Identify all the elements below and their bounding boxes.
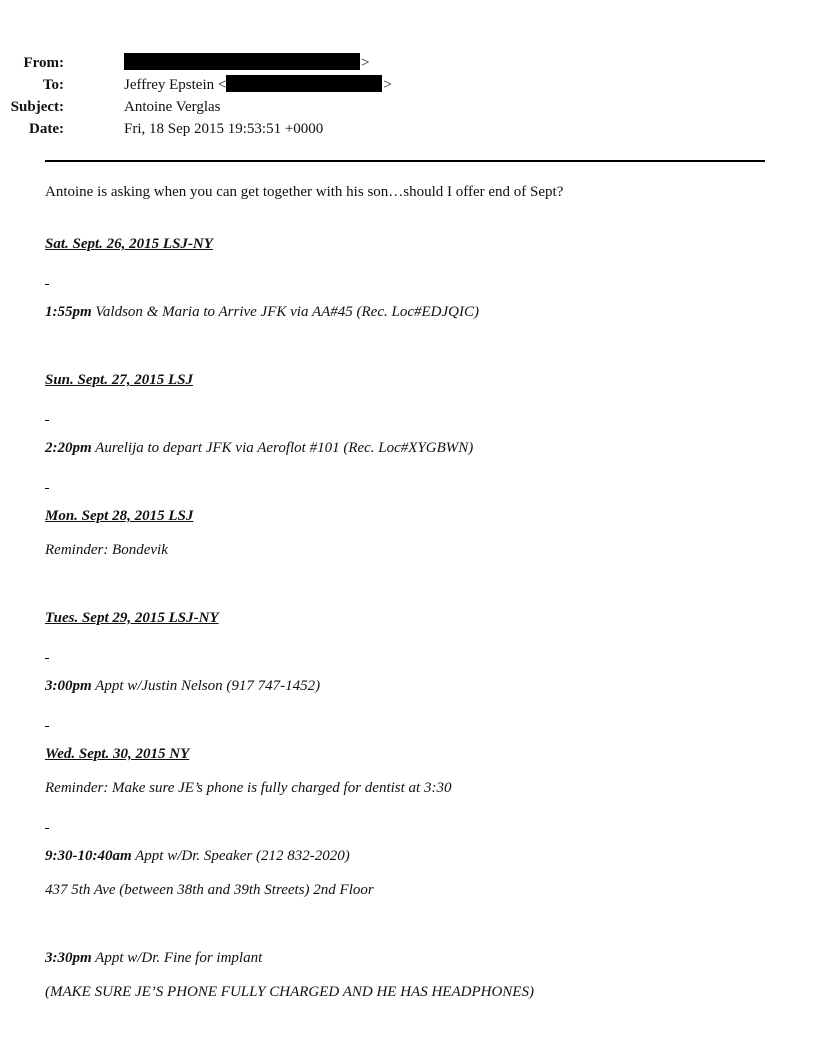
schedule-item: [45, 302, 479, 322]
day-heading: Mon. Sept 28, 2015 LSJ: [45, 508, 194, 524]
day-heading: Tues. Sept 29, 2015 LSJ-NY: [45, 610, 219, 626]
subject-label: Subject:: [10, 99, 64, 115]
to-label: To:: [42, 77, 64, 93]
address-text: 437 5th Ave (between 38th and 39th Streets) 2nd Floor: [45, 882, 374, 898]
bullet-mark: [45, 658, 49, 659]
day-heading: Wed. Sept. 30, 2015 NY: [45, 746, 190, 762]
day-heading: Sat. Sept. 26, 2015 LSJ-NY: [45, 236, 213, 252]
item-time: 3:30pm: [45, 950, 92, 966]
date-label: Date:: [29, 121, 64, 137]
item-time: 2:20pm: [45, 440, 92, 456]
schedule-item: [45, 438, 473, 458]
intro-text: Antoine is asking when you can get together with his son…should I offer end of Sept?: [45, 184, 564, 200]
date-value: Fri, 18 Sep 2015 19:53:51 +0000: [124, 121, 324, 137]
item-time: 9:30-10:40am: [45, 848, 132, 864]
schedule-item: [45, 846, 350, 866]
to-value: [124, 74, 392, 96]
from-bracket: >: [361, 55, 370, 71]
reminder-text: Reminder: Bondevik: [45, 542, 168, 558]
from-value: [124, 52, 369, 74]
item-text: Aurelija to depart JFK via Aeroflot #101 (Rec. Loc#XYGBWN): [91, 440, 474, 456]
subject-value: Antoine Verglas: [124, 99, 221, 115]
reminder-text: Reminder: Make sure JE’s phone is fully charged for dentist at 3:30: [45, 780, 452, 796]
item-time: 3:00pm: [45, 678, 92, 694]
bullet-mark: [45, 828, 49, 829]
redaction-bar: [226, 75, 382, 92]
bullet-mark: [45, 420, 49, 421]
header-divider: [45, 160, 765, 162]
item-text: Appt w/Justin Nelson (917 747-1452): [91, 678, 321, 694]
to-name: Jeffrey Epstein <: [124, 77, 227, 93]
date-row: [0, 118, 760, 140]
schedule-item: [45, 676, 320, 696]
to-bracket: >: [383, 77, 392, 93]
bullet-mark: [45, 488, 49, 489]
to-row: [0, 74, 760, 96]
note-text: (MAKE SURE JE’S PHONE FULLY CHARGED AND HE HAS HEADPHONES): [45, 984, 534, 1000]
bullet-mark: [45, 726, 49, 727]
schedule-item: [45, 948, 262, 968]
bullet-mark: [45, 284, 49, 285]
item-text: Appt w/Dr. Fine for implant: [91, 950, 263, 966]
from-row: [0, 52, 760, 74]
subject-row: [0, 96, 760, 118]
day-heading: Sun. Sept. 27, 2015 LSJ: [45, 372, 193, 388]
item-text: Valdson & Maria to Arrive JFK via AA#45 (Rec. Loc#EDJQIC): [91, 304, 479, 320]
item-time: 1:55pm: [45, 304, 92, 320]
from-label: From:: [23, 55, 64, 71]
redaction-bar: [124, 53, 360, 70]
item-text: Appt w/Dr. Speaker (212 832-2020): [131, 848, 350, 864]
